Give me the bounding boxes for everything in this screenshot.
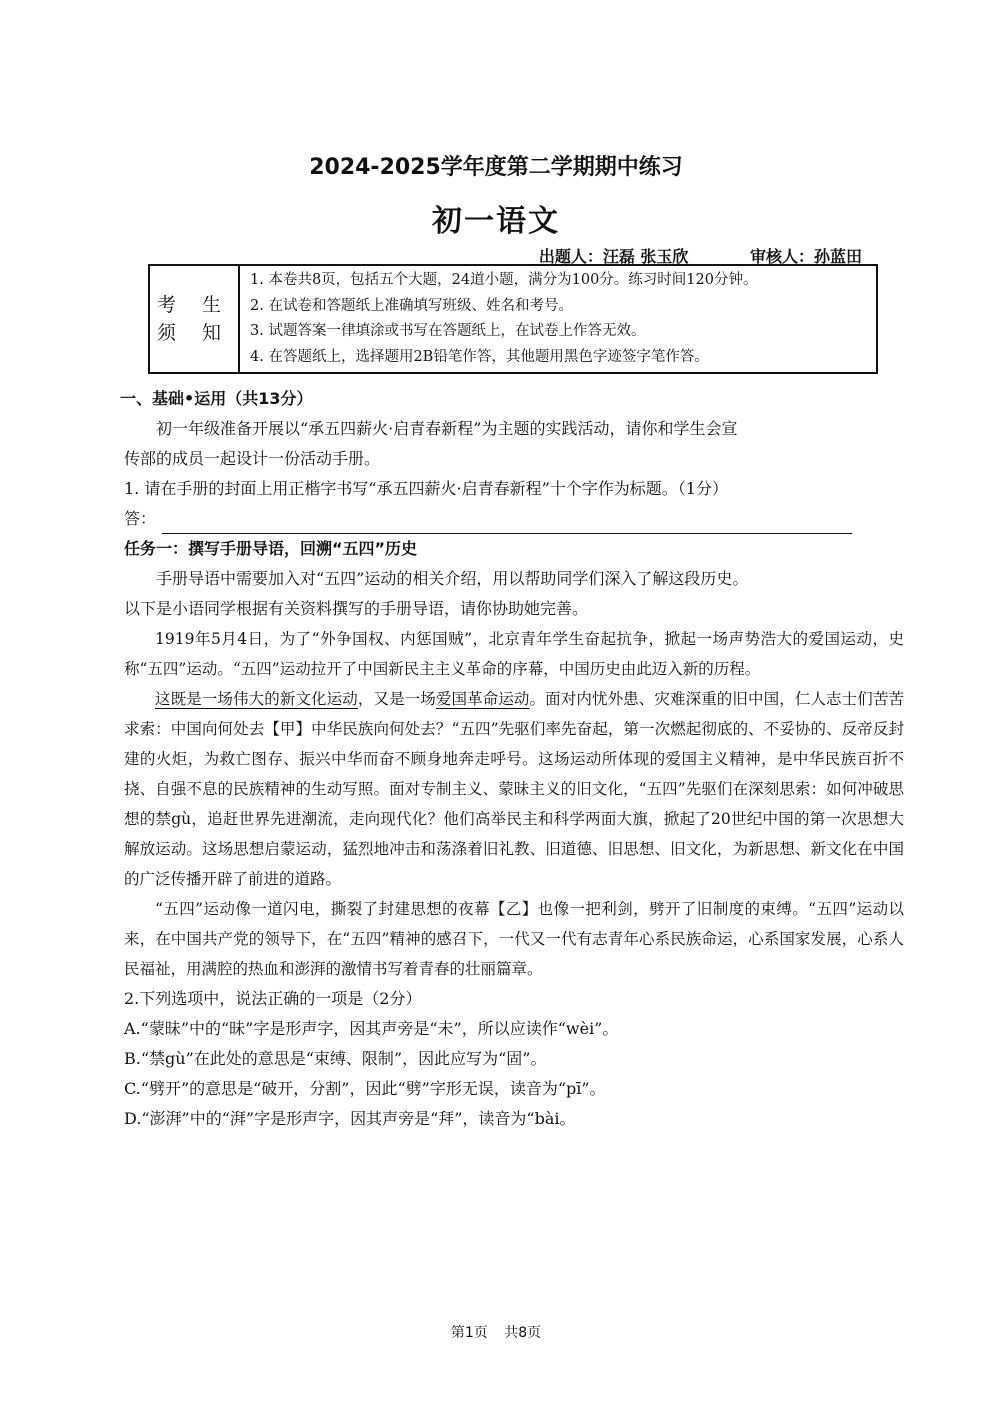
task-intro-line2: 以下是小语同学根据有关资料撰写的手册导语，请你协助她完善。 bbox=[124, 599, 589, 618]
section-title: 一、基础•运用（共13分） bbox=[120, 389, 313, 408]
section-intro-line1: 初一年级准备开展以“承五四薪火·启青春新程”为主题的实践活动，请你和学生会宣 bbox=[156, 419, 738, 438]
answer-line[interactable] bbox=[162, 515, 852, 534]
notice-items bbox=[240, 266, 876, 372]
option-b: B.“禁gù”在此处的意思是“束缚、限制”，因此应写为“固”。 bbox=[124, 1049, 547, 1068]
page-total: 共8页 bbox=[504, 1325, 542, 1341]
passage-paragraph-1: 1919年5月4日，为了“外争国权、内惩国贼”，北京青年学生奋起抗争，掀起一场声势浩大的爱国运动，史称“五四”运动。“五四”运动拉开了中国新民主主义革命的序幕，中国历史由此迈入新的历程。 bbox=[124, 630, 904, 678]
option-d: D.“澎湃”中的“湃”字是形声字，因其声旁是“拜”，读音为“bài。 bbox=[124, 1109, 576, 1128]
notice-item: 2. 在试卷和答题纸上准确填写班级、姓名和考号。 bbox=[250, 297, 573, 314]
task-intro-line1: 手册导语中需要加入对“五四”运动的相关介绍，用以帮助同学们深入了解这段历史。 bbox=[156, 569, 749, 588]
answer-row bbox=[124, 504, 904, 534]
question-1: 1. 请在手册的封面上用正楷字书写“承五四薪火·启青春新程”十个字作为标题。（1分） bbox=[124, 479, 728, 498]
notice-label-line1: 考 生 bbox=[156, 294, 232, 316]
notice-item: 1. 本卷共8页，包括五个大题，24道小题，满分为100分。练习时间120分钟。 bbox=[250, 272, 758, 288]
exam-notice-box bbox=[148, 264, 878, 374]
notice-item: 3. 试题答案一律填涂或书写在答题纸上，在试卷上作答无效。 bbox=[250, 323, 646, 339]
subject-title: 初一语文 bbox=[432, 204, 560, 239]
section-intro-line2: 传部的成员一起设计一份活动手册。 bbox=[124, 449, 381, 468]
page-footer bbox=[0, 1322, 992, 1342]
exam-content bbox=[120, 384, 904, 1134]
task-title: 任务一：撰写手册导语，回溯“五四”历史 bbox=[124, 539, 418, 558]
question-2: 2.下列选项中，说法正确的一项是（2分） bbox=[124, 989, 422, 1008]
notice-item: 4. 在答题纸上，选择题用2B铅笔作答，其他题用黑色字迹签字笔作答。 bbox=[250, 348, 709, 365]
passage-paragraph-3: “五四”运动像一道闪电，撕裂了封建思想的夜幕【乙】也像一把利剑，劈开了旧制度的束缚。“五四”运动以来，在中国共产党的领导下，在“五四”精神的感召下，一代又一代有志青年心系民族命运，心系国家发展，心系人民福祉，用满腔的热血和澎湃的激情书写着青春的壮丽篇章。 bbox=[124, 900, 904, 978]
notice-label bbox=[150, 266, 240, 372]
authors-label: 出题人：汪磊 张玉欣 bbox=[538, 247, 689, 266]
option-c: C.“劈开”的意思是“破开，分割”，因此“劈”字形无误，读音为“pī”。 bbox=[124, 1079, 606, 1098]
notice-label-line2: 须 知 bbox=[156, 322, 232, 344]
passage-paragraph-2 bbox=[124, 684, 904, 894]
passage-text: ，又是一场 bbox=[357, 690, 436, 708]
exam-title: 2024-2025学年度第二学期期中练习 bbox=[309, 155, 683, 180]
underlined-phrase: 这既是一场伟大的新文化运动 bbox=[155, 690, 358, 708]
answer-label: 答： bbox=[124, 509, 157, 528]
page-number: 第1页 bbox=[450, 1325, 488, 1341]
reviewer-label: 审核人：孙蓝田 bbox=[749, 247, 862, 266]
passage-text: 。面对内忧外患、灾难深重的旧中国，仁人志士们苦苦求索：中国向何处去【甲】中华民族向何处去？“五四”先驱们率先奋起，第一次燃起彻底的、不妥协的、反帝反封建的火炬，为救亡图存、振兴中华而奋不顾身地奔走呼号。这场运动所体现的爱国主义精神，是中华民族百折不挠、自强不息的民族精神的生动写照。面对专制主义、蒙昧主义的旧文化，“五四”先驱们在深刻思索：如何冲破思想的禁gù，追赶世界先进潮流，走向现代化？他们高举民主和科学两面大旗，掀起了20世纪中国的第一次思想大解放运动。这场思想启蒙运动，猛烈地冲击和荡涤着旧礼教、旧道德、旧思想、旧文化，为新思想、新文化在中国的广泛传播开辟了前进的道路。 bbox=[124, 690, 904, 888]
option-a: A.“蒙昧”中的“昧”字是形声字，因其声旁是“未”，所以应读作“wèi”。 bbox=[124, 1019, 619, 1038]
underlined-phrase: 爱国革命运动 bbox=[435, 690, 530, 708]
